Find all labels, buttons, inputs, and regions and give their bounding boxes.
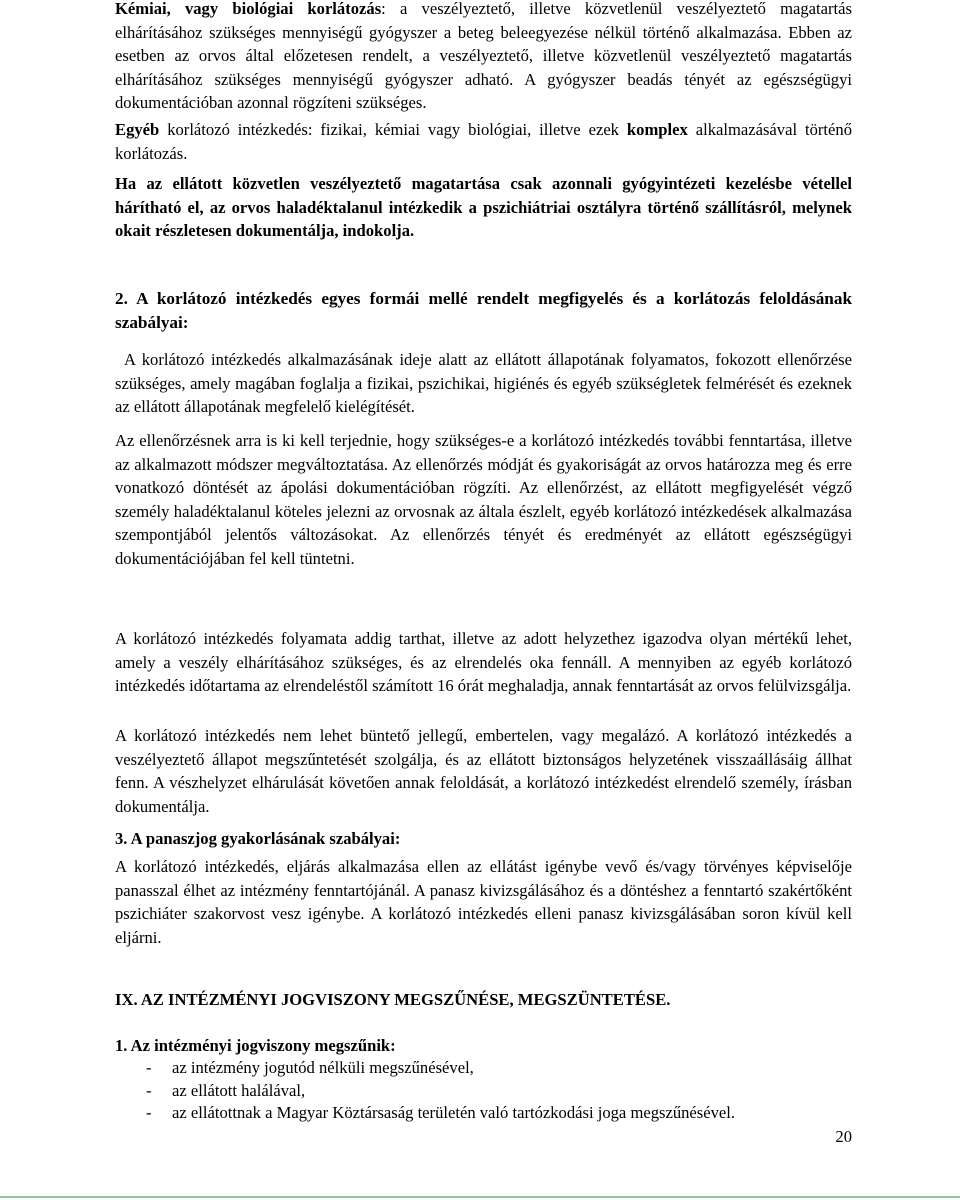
paragraph-not-punitive: A korlátozó intézkedés nem lehet büntető jellegű, embertelen, vagy megalázó. A korlátozó intézkedés a veszélyeztető állapot megszűntetését szolgálja, és az ellátott biztonságos helyzetének visszaállásáig állhat fenn. A vészhelyzet elhárulását követően annak feloldását, a korlátozó intézkedést elrendelő személy, írásban dokumentálja. — [115, 726, 852, 816]
paragraph-text: alkalmazásával történő korlátozás. — [115, 120, 852, 163]
list-item — [115, 1102, 852, 1125]
section-3-heading: 3. A panaszjog gyakorlásának szabályai: — [115, 829, 401, 848]
page-number: 20 — [835, 1127, 852, 1146]
term-complex: komplex — [626, 120, 688, 139]
list-item-text: az intézmény jogutód nélküli megszűnésével, — [172, 1058, 474, 1077]
list-item-text: az ellátott halálával, — [172, 1080, 306, 1100]
paragraph-monitoring: A korlátozó intézkedés alkalmazásának ideje alatt az ellátott állapotának folyamatos, fokozott ellenőrzése szükséges, amely magában foglalja a fizikai, pszichikai, higiénés és egyéb szükségletek felmérését és ezeknek az ellátott állapotának megfelelő kielégítését. — [115, 350, 852, 416]
paragraph-text: korlátozó intézkedés: fizikai, kémiai vagy biológiai, illetve ezek — [159, 120, 627, 139]
termination-list — [115, 1057, 852, 1125]
list-dash: - — [146, 1103, 152, 1122]
chapter-ix-heading: IX. AZ INTÉZMÉNYI JOGVISZONY MEGSZŰNÉSE, MEGSZÜNTETÉSE. — [115, 990, 671, 1009]
list-dash: - — [146, 1080, 152, 1100]
paragraph-text: : a veszélyeztető, illetve közvetlenül veszélyeztető magatartás elhárításához szükséges mennyiségű gyógyszer a beteg beleegyezése nélkül történő alkalmazása. Ebben az esetben az orvos által előzetesen rendelt, a veszélyeztető, illetve közvetlenül veszélyeztető magatartás elhárításához szükséges mennyiségű gyógyszer adható. A gyógyszer beadás tényét az egészségügyi dokumentációban azonnal rögzíteni szükséges. — [115, 0, 852, 112]
paragraph-chemical-restraint — [115, 0, 852, 115]
term-other: Egyéb — [115, 120, 160, 139]
paragraph-duration: A korlátozó intézkedés folyamata addig tarthat, illetve az adott helyzethez igazodva olyan mértékű lehet, amely a veszély elhárításához szükséges, és az elrendelés oka fennáll. A mennyiben az egyéb korlátozó intézkedés időtartama az elrendeléstől számított 16 órát meghaladja, annak fenntartását az orvos felülvizsgálja. — [115, 629, 852, 695]
paragraph-control: Az ellenőrzésnek arra is ki kell terjednie, hogy szükséges-e a korlátozó intézkedés további fenntartása, illetve az alkalmazott módszer megváltoztatása. Az ellenőrzés módját és gyakoriságát az orvos határozza meg és erre vonatkozó döntését az ápolási dokumentációban rögzíti. Az ellenőrzést, az ellátott megfigyelését végző személy haladéktalanul köteles jelezni az orvosnak az általa észlelt, egyéb korlátozó intézkedések alkalmazása szempontjából jelentős változásokat. Az ellenőrzés tényét és eredményét az ellátott egészségügyi dokumentációjában fel kell tüntetni. — [115, 431, 852, 568]
list-dash: - — [146, 1058, 152, 1077]
section-2-heading: 2. A korlátozó intézkedés egyes formái mellé rendelt megfigyelés és a korlátozás feloldásának szabályai: — [115, 289, 852, 332]
footer-rule — [0, 1196, 960, 1198]
term-chemical-restraint: Kémiai, vagy biológiai korlátozás — [115, 0, 382, 18]
paragraph-other-restraint — [115, 118, 852, 165]
paragraph-complaint: A korlátozó intézkedés, eljárás alkalmazása ellen az ellátást igénybe vevő és/vagy törvényes képviselője panasszal élhet az intézmény fenntartójánál. A panasz kivizsgálásához és a döntéshez a fenntartó szakértőként pszichiáter szakorvost vesz igénybe. A korlátozó intézkedés elleni panasz kivizsgálásában soron kívül kell eljárni. — [115, 857, 852, 947]
subsection-1-heading: 1. Az intézményi jogviszony megszűnik: — [115, 1036, 396, 1055]
paragraph-emergency-transport: Ha az ellátott közvetlen veszélyeztető magatartása csak azonnali gyógyintézeti kezelésbe vétellel hárítható el, az orvos haladéktalanul intézkedik a pszichiátriai osztályra történő szállításról, melynek okait részletesen dokumentálja, indokolja. — [115, 174, 852, 240]
list-item — [115, 1057, 852, 1080]
list-item-text: az ellátottnak a Magyar Köztársaság területén való tartózkodási joga megszűnésével. — [172, 1103, 736, 1122]
list-item — [115, 1080, 852, 1103]
